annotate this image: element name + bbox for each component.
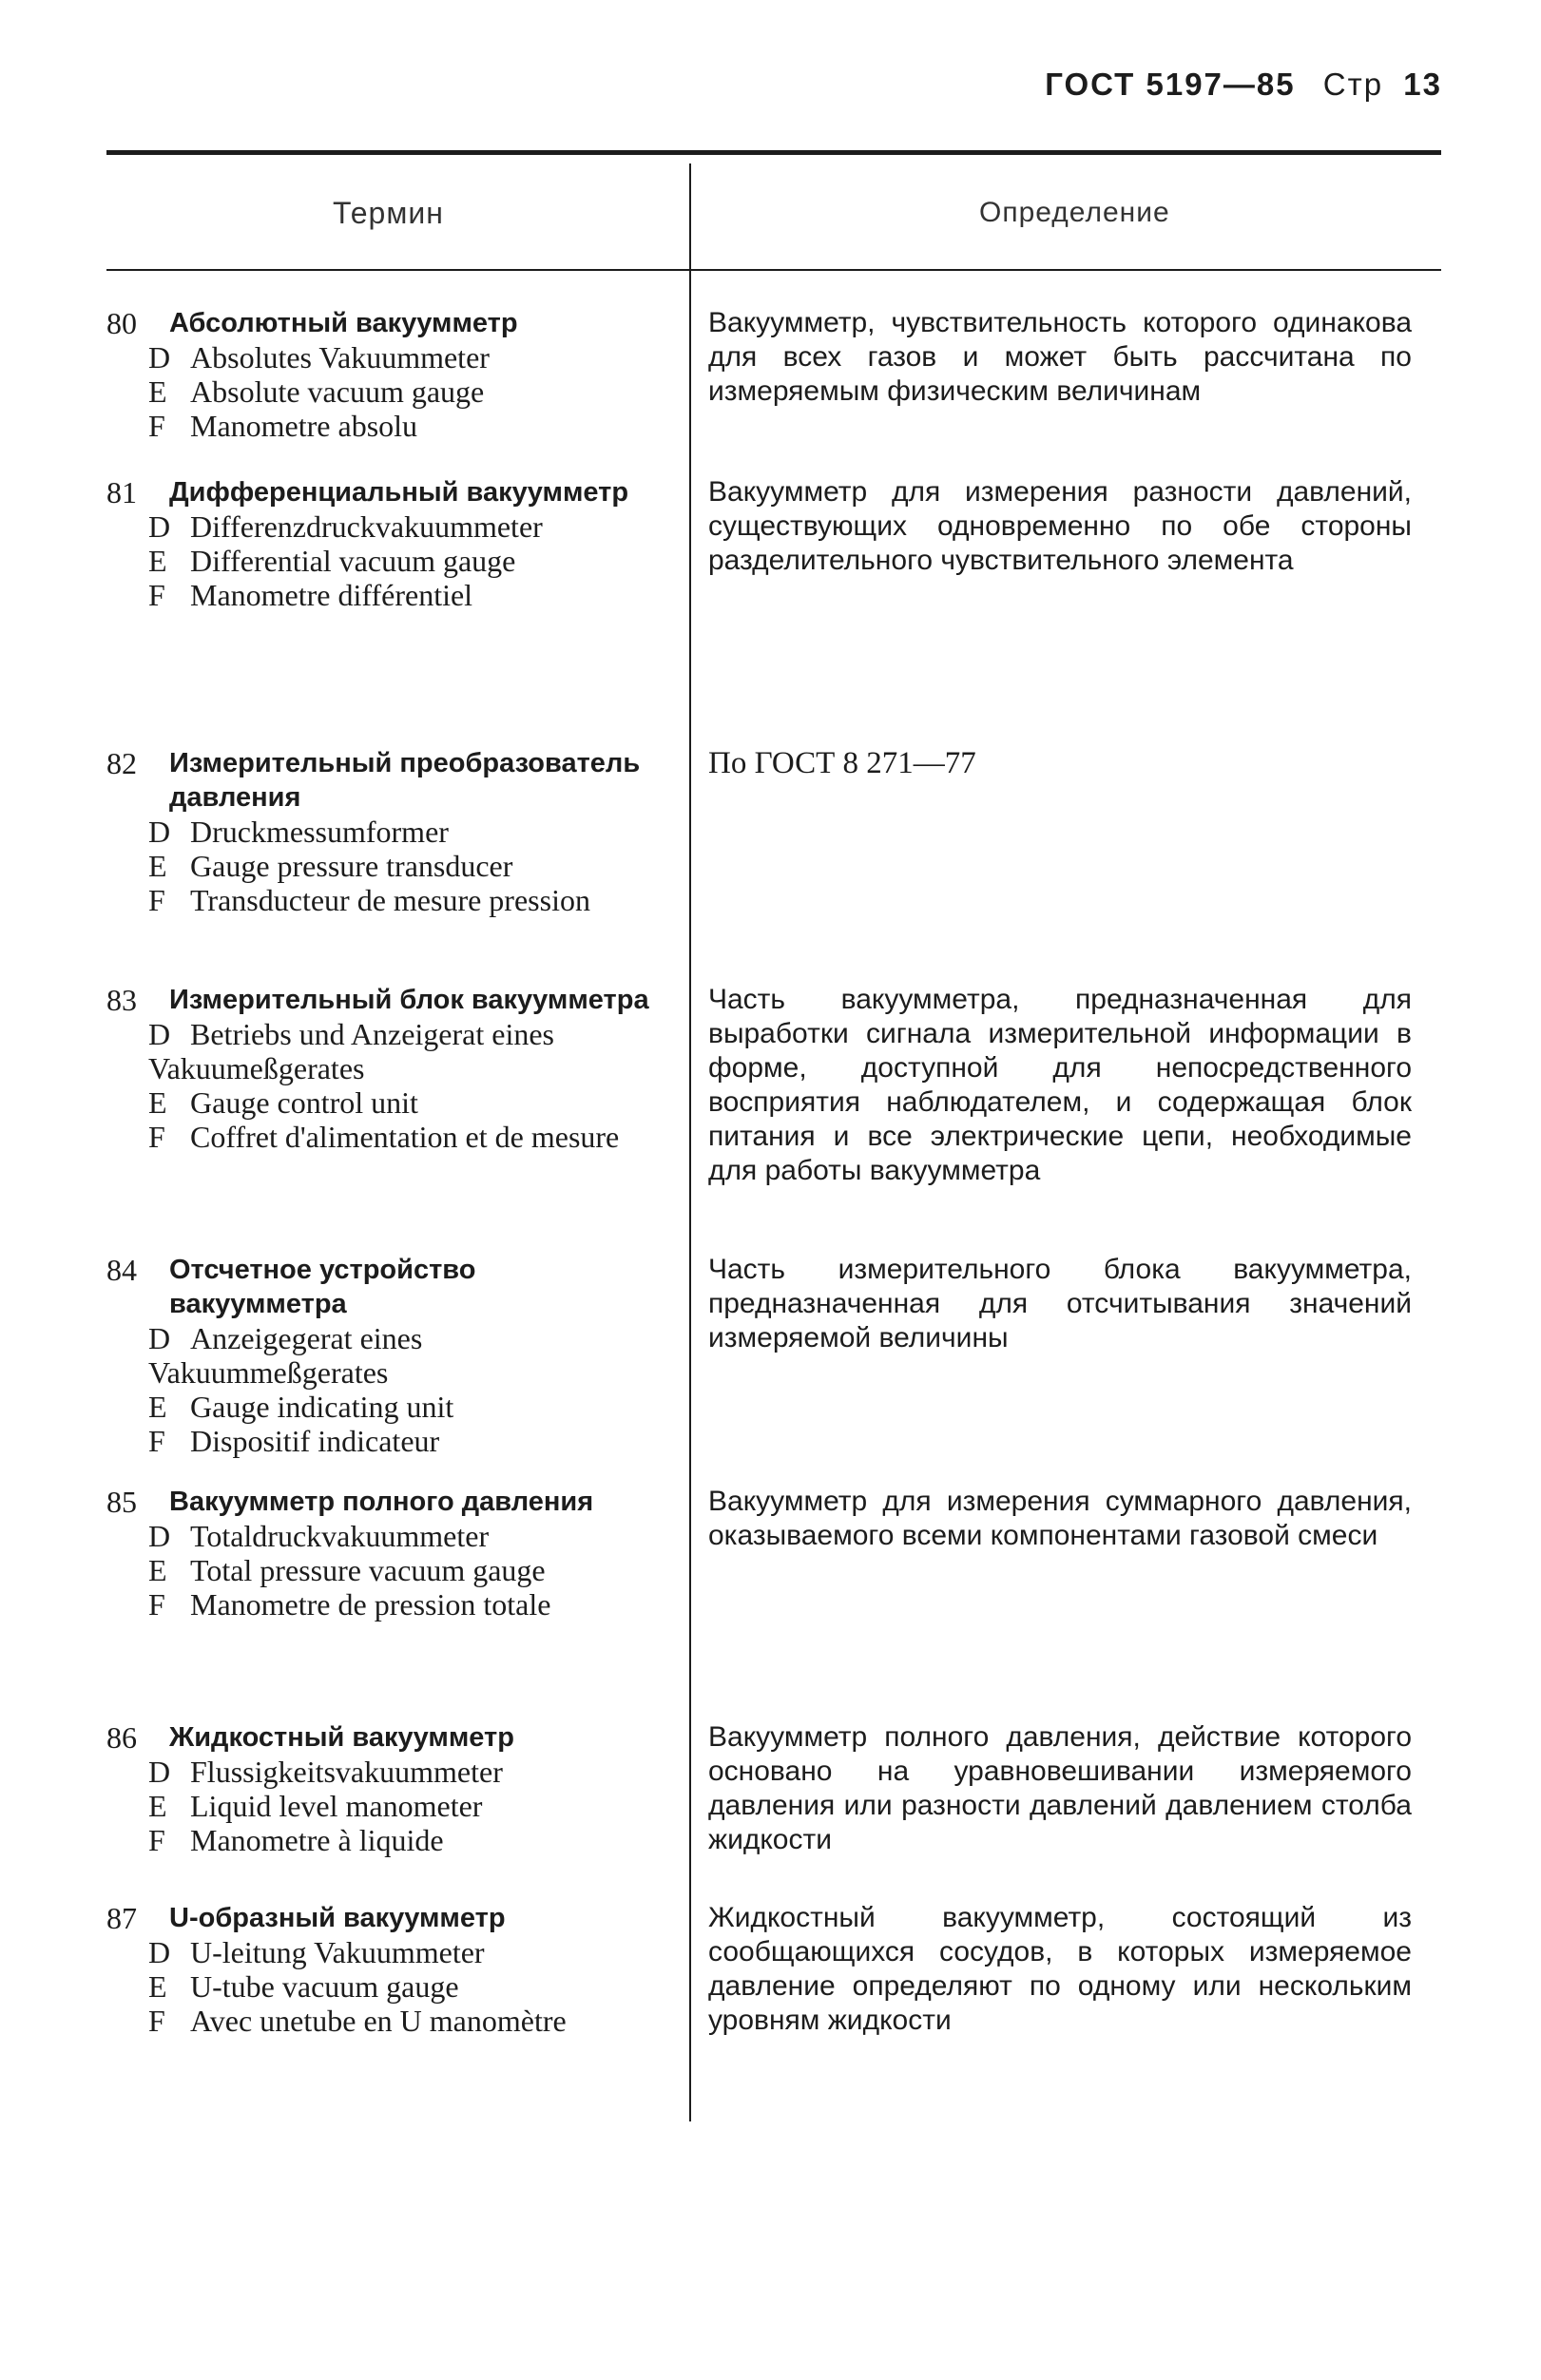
term-entry	[106, 1901, 658, 2038]
standard-code: ГОСТ 5197—85	[1045, 67, 1296, 102]
lang-code: E	[148, 1969, 167, 2004]
translation-de	[148, 1321, 658, 1390]
term-number: 85	[106, 1485, 137, 1519]
definition-text: Часть вакуумметра, предназначенная для выработки сигнала измерительной информации в форме, доступной для непосредственного восприятия наблюдателем, и содержащая блок питания и все электрические цепи, необходимые для работы вакуумметра	[708, 984, 1412, 1186]
translation-de	[148, 1017, 658, 1085]
lang-code: D	[148, 509, 171, 544]
translation-text: U-leitung Vakuummeter	[190, 1935, 485, 1969]
translation-de	[148, 1755, 658, 1789]
term-entry	[106, 983, 658, 1154]
lang-code: D	[148, 1519, 171, 1553]
translation-fr	[148, 1424, 658, 1458]
translation-text: Betriebs und Anzeigerat eines Vakuumeßgerates	[148, 1017, 554, 1085]
translation-text: Gauge control unit	[190, 1085, 418, 1120]
translation-fr	[148, 1823, 658, 1857]
translation-text: Differential vacuum gauge	[190, 544, 516, 578]
term-number: 83	[106, 983, 137, 1017]
definition-text: Вакуумметр для измерения разности давлений, существующих одновременно по обе стороны разделительного чувствительного элемента	[708, 476, 1412, 576]
page-label: Стр	[1322, 67, 1384, 102]
lang-code: D	[148, 340, 171, 374]
translation-text: Manometre absolu	[190, 409, 418, 443]
lang-code: F	[148, 578, 165, 612]
definition-text: По ГОСТ 8 271—77	[708, 746, 976, 780]
translation-text: Druckmessumformer	[190, 815, 449, 849]
term-number: 86	[106, 1720, 137, 1755]
lang-code: E	[148, 1789, 167, 1823]
lang-code: F	[148, 1424, 165, 1458]
term-entry	[106, 1485, 658, 1622]
translation-text: Manometre de pression totale	[190, 1587, 551, 1622]
translation-text: Avec unetube en U manomètre	[190, 2004, 567, 2038]
term-entry	[106, 306, 658, 443]
translation-de	[148, 815, 658, 849]
term-entry	[106, 1253, 658, 1458]
term-title: Жидкостный вакуумметр	[169, 1722, 514, 1753]
translation-text: Absolutes Vakuummeter	[190, 340, 490, 374]
translation-text: U-tube vacuum gauge	[190, 1969, 459, 2004]
definition-text: Вакуумметр для измерения суммарного давления, оказываемого всеми компонентами газовой смеси	[708, 1486, 1412, 1551]
lang-code: F	[148, 883, 165, 917]
header-rule	[106, 269, 1441, 271]
term-entry	[106, 475, 658, 612]
translation-fr	[148, 1587, 658, 1622]
translation-fr	[148, 2004, 658, 2038]
term-number: 87	[106, 1901, 137, 1935]
translation-text: Manometre différentiel	[190, 578, 473, 612]
lang-code: E	[148, 1085, 167, 1120]
term-number: 84	[106, 1253, 137, 1287]
translation-text: Coffret d'alimentation et de mesure	[190, 1120, 620, 1154]
translation-text: Dispositif indicateur	[190, 1424, 440, 1458]
translation-text: Differenzdruckvakuummeter	[190, 509, 543, 544]
term-title: Отсчетное устройство вакуумметра	[169, 1255, 476, 1319]
definition-text: Часть измерительного блока вакуумметра, предназначенная для отсчитывания значений измеряемой величины	[708, 1254, 1412, 1353]
translation-de	[148, 509, 658, 544]
translation-de	[148, 1519, 658, 1553]
term-title: Дифференциальный вакуумметр	[169, 477, 629, 508]
definition-text: Вакуумметр полного давления, действие которого основано на уравновешивании измеряемого давления или разности давлений давлением столба жидкости	[708, 1721, 1412, 1855]
term-title: Абсолютный вакуумметр	[169, 308, 518, 338]
column-header-definition: Определение	[979, 197, 1170, 228]
translation-text: Flussigkeitsvakuummeter	[190, 1755, 503, 1789]
lang-code: D	[148, 1017, 171, 1051]
translation-de	[148, 340, 658, 374]
translation-text: Liquid level manometer	[190, 1789, 483, 1823]
translation-text: Absolute vacuum gauge	[190, 374, 485, 409]
term-number: 82	[106, 746, 137, 780]
lang-code: D	[148, 1935, 171, 1969]
lang-code: E	[148, 1553, 167, 1587]
term-number: 80	[106, 306, 137, 340]
translation-fr	[148, 578, 658, 612]
lang-code: E	[148, 544, 167, 578]
term-entry	[106, 746, 658, 917]
top-rule	[106, 150, 1441, 155]
term-number: 81	[106, 475, 137, 509]
translation-de	[148, 1935, 658, 1969]
lang-code: E	[148, 1390, 167, 1424]
translation-en	[148, 1789, 658, 1823]
lang-code: F	[148, 2004, 165, 2038]
translation-en	[148, 374, 658, 409]
translation-en	[148, 1390, 658, 1424]
translation-fr	[148, 883, 658, 917]
term-title: Измерительный преобразователь давления	[169, 748, 641, 813]
lang-code: E	[148, 849, 167, 883]
definition-text: Жидкостный вакуумметр, состоящий из сообщающихся сосудов, в которых измеряемое давление определяют по одному или нескольким уровням жидкости	[708, 1902, 1412, 2036]
lang-code: F	[148, 1587, 165, 1622]
translation-text: Total pressure vacuum gauge	[190, 1553, 546, 1587]
translation-en	[148, 1085, 658, 1120]
lang-code: D	[148, 1755, 171, 1789]
translation-text: Totaldruckvakuummeter	[190, 1519, 490, 1553]
term-entry	[106, 1720, 658, 1857]
lang-code: F	[148, 409, 165, 443]
lang-code: E	[148, 374, 167, 409]
translation-en	[148, 544, 658, 578]
translation-text: Transducteur de mesure pression	[190, 883, 590, 917]
translation-fr	[148, 409, 658, 443]
translation-en	[148, 1553, 658, 1587]
term-title: Вакуумметр полного давления	[169, 1487, 594, 1517]
page-number: 13	[1403, 67, 1442, 102]
translation-en	[148, 1969, 658, 2004]
column-divider	[689, 163, 691, 2121]
term-title: U-образный вакуумметр	[169, 1903, 506, 1933]
lang-code: D	[148, 815, 171, 849]
translation-fr	[148, 1120, 658, 1154]
translation-text: Gauge indicating unit	[190, 1390, 454, 1424]
translation-text: Gauge pressure transducer	[190, 849, 513, 883]
translation-text: Anzeigegerat eines Vakuummeßgerates	[148, 1321, 423, 1390]
page-header	[1045, 67, 1442, 103]
definition-text: Вакуумметр, чувствительность которого одинакова для всех газов и может быть рассчитана по измеряемым физическим величинам	[708, 307, 1412, 407]
translation-text: Manometre à liquide	[190, 1823, 444, 1857]
lang-code: F	[148, 1823, 165, 1857]
term-title: Измерительный блок вакуумметра	[169, 985, 649, 1015]
column-header-term: Термин	[333, 196, 444, 230]
lang-code: D	[148, 1321, 171, 1355]
translation-en	[148, 849, 658, 883]
lang-code: F	[148, 1120, 165, 1154]
